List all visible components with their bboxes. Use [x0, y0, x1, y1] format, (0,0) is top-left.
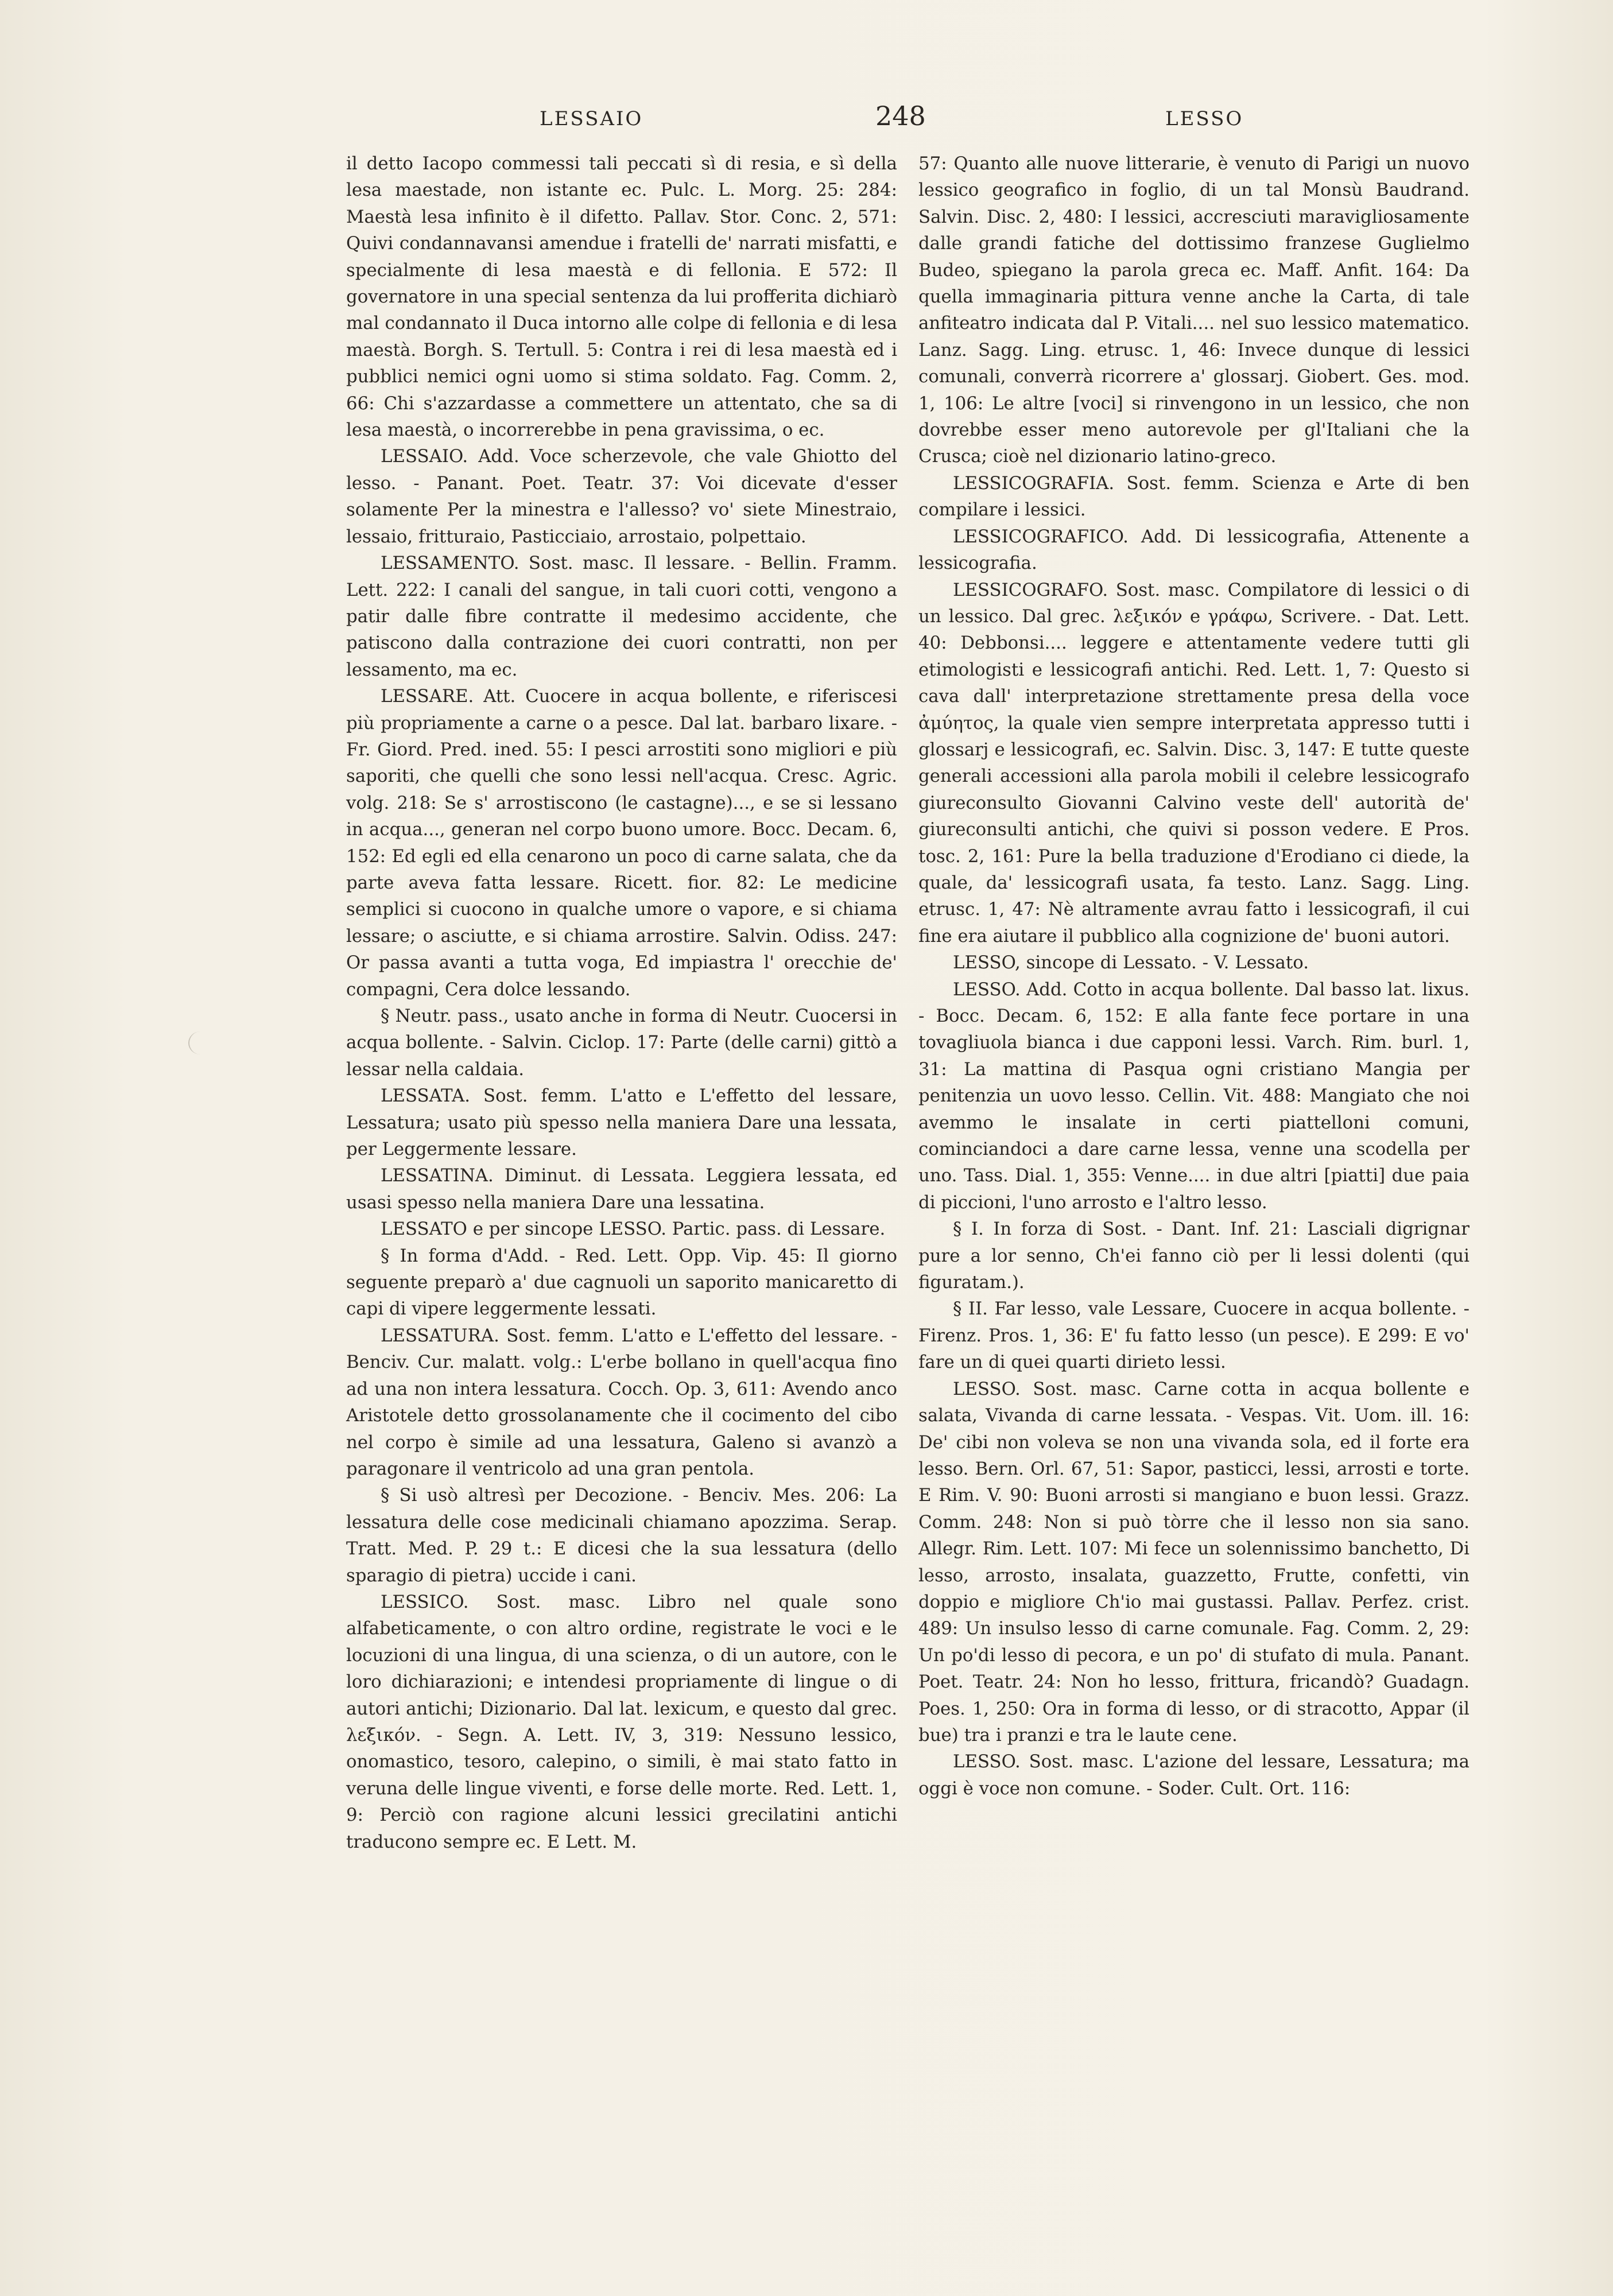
entry-lesso-add: LESSO. Add. Cotto in acqua bollente. Dal basso lat. lixus. - Bocc. Decam. 6, 152: E alla fante fece portare in una tovagliuola bianca i due capponi lessi. Varch. Rim. burl. 1, 31: La mattina di Pasqua ogni cristiano Mangia per penitenzia un uovo lesso. Cellin. Vit. 488: Mangiato che noi avemmo le insalate in certi piattelloni comuni, cominciandoci a dare carne lessa, venne una scodella per uno. Tass. Dial. 1, 355: Venne.... in due altri [piatti] due paia di piccioni, l'uno arrosto e l'altro lesso. [918, 979, 1469, 1213]
entry-lesso-sost-forza: § I. In forza di Sost. - Dant. Inf. 21: Lasciali digrignar pure a lor senno, Ch'ei fanno ciò per li lessi dolenti (qui figuratam.). [918, 1219, 1469, 1293]
entry-lessatura-decozione: § Si usò altresì per Decozione. - Benciv. Mes. 206: La lessatura delle cose medicinali chiamano apozzima. Serap. Tratt. Med. P. 29 t.: E dicesi che la sua lessatura (dello sparagio di pietra) uccide i cani. [346, 1485, 897, 1586]
entry-lessicografo: LESSICOGRAFO. Sost. masc. Compilatore di lessici o di un lessico. Dal grec. λεξικόν e γράφω, Scrivere. - Dat. Lett. 40: Debbonsi.... leggere e attentamente vedere tutti gli etimologisti e lessicografi antichi. Red. Lett. 1, 7: Questo si cava dall' interpretazione strettamente presa della voce ἀμύητος, la quale vien sempre interpretata appresso tutti i glossarj e lessicografi, ec. Salvin. Disc. 3, 147: E tutte queste generali accessioni alla parola mobili il celebre lessicografo giureconsulto Giovanni Calvino veste dell' autorità de' giureconsulti antichi, che quivi si posson vedere. E Pros. tosc. 2, 161: Pure la bella traduzione d'Erodiano ci diede, la quale, da' lessicografi usata, fa testo. Lanz. Sagg. Ling. etrusc. 1, 47: Nè altramente avrau fatto i lessicografi, il cui fine era aiutare il pubblico alla cognizione de' buoni autori. [918, 579, 1469, 947]
right-column [918, 150, 1469, 1802]
margin-pencil-mark [188, 1031, 212, 1054]
entry-lessamento: LESSAMENTO. Sost. masc. Il lessare. - Bellin. Framm. Lett. 222: I canali del sangue, in tali cuori cotti, vengono a patir dalle fibre contratte il medesimo accidente, che patiscono dalla contrazione dei cuori contratti, non per lessamento, ma ec. [346, 553, 897, 680]
entry-lessato-add: § In forma d'Add. - Red. Lett. Opp. Vip. 45: Il giorno seguente preparò a' due cagnuoli un saporito manicaretto di capi di vipere leggermente lessati. [346, 1245, 897, 1320]
entry-lessicografico: LESSICOGRAFICO. Add. Di lessicografia, Attenente a lessicografia. [918, 526, 1469, 574]
entry-lessatura: LESSATURA. Sost. femm. L'atto e L'effetto del lessare. - Benciv. Cur. malatt. volg.: L'erbe bollano in quell'acqua fino ad una non intera lessatura. Cocch. Op. 3, 611: Avendo anco Aristotele detto grossolanamente che il cocimento del cibo nel corpo è simile ad una lessatura, Galeno si avanzò a paragonare il ventricolo ad una gran pentola. [346, 1325, 897, 1479]
page-number: 248 [875, 100, 926, 131]
entry-lessata: LESSATA. Sost. femm. L'atto e L'effetto del lessare, Lessatura; usato più spesso nella maniera Dare una lessata, per Leggermente lessare. [346, 1085, 897, 1160]
header-right-word: LESSO [1165, 107, 1244, 130]
entry-lessaio: LESSAIO. Add. Voce scherzevole, che vale Ghiotto del lesso. - Panant. Poet. Teatr. 37: Voi dicevate d'esser solamente Per la minestra e l'allesso? vo' siete Minestraio, lessaio, fritturaio, Pasticciaio, arrostaio, polpettaio. [346, 446, 897, 547]
entry-lessicografia: LESSICOGRAFIA. Sost. femm. Scienza e Arte di ben compilare i lessici. [918, 472, 1469, 521]
running-header [339, 100, 1257, 135]
entry-lessico-continuation: 57: Quanto alle nuove litterarie, è venuto di Parigi un nuovo lessico geografico in foglio, di un tal Monsù Baudrand. Salvin. Disc. 2, 480: I lessici, accresciuti maravigliosamente dalle grandi fatiche del dottissimo franzese Guglielmo Budeo, spiegano la parola greca ec. Maff. Anfit. 164: Da quella immaginaria pittura venne anche la Carta, di tale anfiteatro indicata dal P. Vitali.... nel suo lessico matematico. Lanz. Sagg. Ling. etrusc. 1, 46: Invece dunque di lessici comunali, converrà ricorrere a' glossarj. Giobert. Ges. mod. 1, 106: Le altre [voci] si rinvengono in un lessico, che non dovrebbe esser meno autorevole per gl'Italiani che la Crusca; cioè nel dizionario latino-greco. [918, 153, 1469, 467]
entry-lessico: LESSICO. Sost. masc. Libro nel quale sono alfabeticamente, o con altro ordine, registrate le voci e le locuzioni di una lingua, di una scienza, o di un autore, con le loro dichiarazioni; e intendesi propriamente di lingue o di autori antichi; Dizionario. Dal lat. lexicum, e questo dal grec. λεξικόν. - Segn. A. Lett. IV, 3, 319: Nessuno lessico, onomastico, tesoro, calepino, o simili, è mai stato fatto in veruna delle lingue viventi, e forse delle morte. Red. Lett. 1, 9: Perciò con ragione alcuni lessici grecilatini antichi traducono sempre ec. E Lett. M. [346, 1591, 897, 1852]
header-left-word: LESSAIO [540, 107, 643, 130]
entry-lessare-neutr: § Neutr. pass., usato anche in forma di Neutr. Cuocersi in acqua bollente. - Salvin. Ciclop. 17: Parte (delle carni) gittò a lessar nella caldaia. [346, 1006, 897, 1080]
entry-lesso-far-lesso: § II. Far lesso, vale Lessare, Cuocere in acqua bollente. - Firenz. Pros. 1, 36: E' fu fatto lesso (un pesce). E 299: E vo' fare un di quei quarti dirieto lessi. [918, 1298, 1469, 1373]
left-column [346, 150, 897, 1855]
entry-lesso-sincope: LESSO, sincope di Lessato. - V. Lessato. [953, 952, 1309, 974]
entry-lessare: LESSARE. Att. Cuocere in acqua bollente, e riferiscesi più propriamente a carne o a pesce. Dal lat. barbaro lixare. - Fr. Giord. Pred. ined. 55: I pesci arrostiti sono migliori e più saporiti, che quelli che sono lessi nell'acqua. Cresc. Agric. volg. 218: Se s' arrostiscono (le castagne)..., e se si lessano in acqua..., generan nel corpo buono umore. Bocc. Decam. 6, 152: Ed egli ed ella cenarono un poco di carne salata, che da parte aveva fatta lessare. Ricett. fior. 82: Le medicine semplici si cuocono in qualche umore o vapore, e si chiama lessare; o asciutte, e si chiama arrostire. Salvin. Odiss. 247: Or passa avanti a tutta voga, Ed impiastra l' orecchie de' compagni, Cera dolce lessando. [346, 686, 897, 1000]
entry-continuation: il detto Iacopo commessi tali peccati sì di resia, e sì della lesa maestade, non istante ec. Pulc. L. Morg. 25: 284: Maestà lesa infinito è il difetto. Pallav. Stor. Conc. 2, 571: Quivi condannavansi amendue i fratelli de' narrati misfatti, e specialmente di lesa maestà e di fellonia. E 572: Il governatore in una special sentenza da lui profferita dichiarò mal condannato il Duca intorno alle colpe di fellonia e di lesa maestà. Borgh. S. Tertull. 5: Contra i rei di lesa maestà ed i pubblici nemici ogni uomo si stima soldato. Fag. Comm. 2, 66: Chi s'azzardasse a commettere un attentato, che sa di lesa maestà, o incorrerebbe in pena gravissima, o ec. [346, 153, 897, 441]
entry-lesso-sost-masc: LESSO. Sost. masc. Carne cotta in acqua bollente e salata, Vivanda di carne lessata. - Vespas. Vit. Uom. ill. 16: De' cibi non voleva se non una vivanda sola, ed il forte era lesso. Bern. Orl. 67, 51: Sapor, pasticci, lessi, arrosti e torte. E Rim. V. 90: Buoni arrosti si mangiano e buon lessi. Grazz. Comm. 248: Non si può tòrre che il lesso non sia sano. Allegr. Rim. Lett. 107: Mi fece un solennissimo banchetto, Di lesso, arrosto, insalata, guazzetto, Frutte, confetti, vin doppio e migliore Ch'io mai gustassi. Pallav. Perfez. crist. 489: Un insulso lesso di carne comunale. Fag. Comm. 2, 29: Un po'di lesso di pecora, e un po' di stufato di mula. Panant. Poet. Teatr. 24: Non ho lesso, frittura, fricandò? Guadagn. Poes. 1, 250: Ora in forma di lesso, or di stracotto, Appar (il bue) tra i pranzi e tra le laute cene. [918, 1378, 1469, 1746]
entry-lessato: LESSATO e per sincope LESSO. Partic. pass. di Lessare. [381, 1219, 886, 1240]
entry-lesso-azione: LESSO. Sost. masc. L'azione del lessare, Lessatura; ma oggi è voce non comune. - Soder. Cult. Ort. 116: [918, 1751, 1469, 1799]
entry-lessatina: LESSATINA. Diminut. di Lessata. Leggiera lessata, ed usasi spesso nella maniera Dare una lessatina. [346, 1165, 897, 1213]
